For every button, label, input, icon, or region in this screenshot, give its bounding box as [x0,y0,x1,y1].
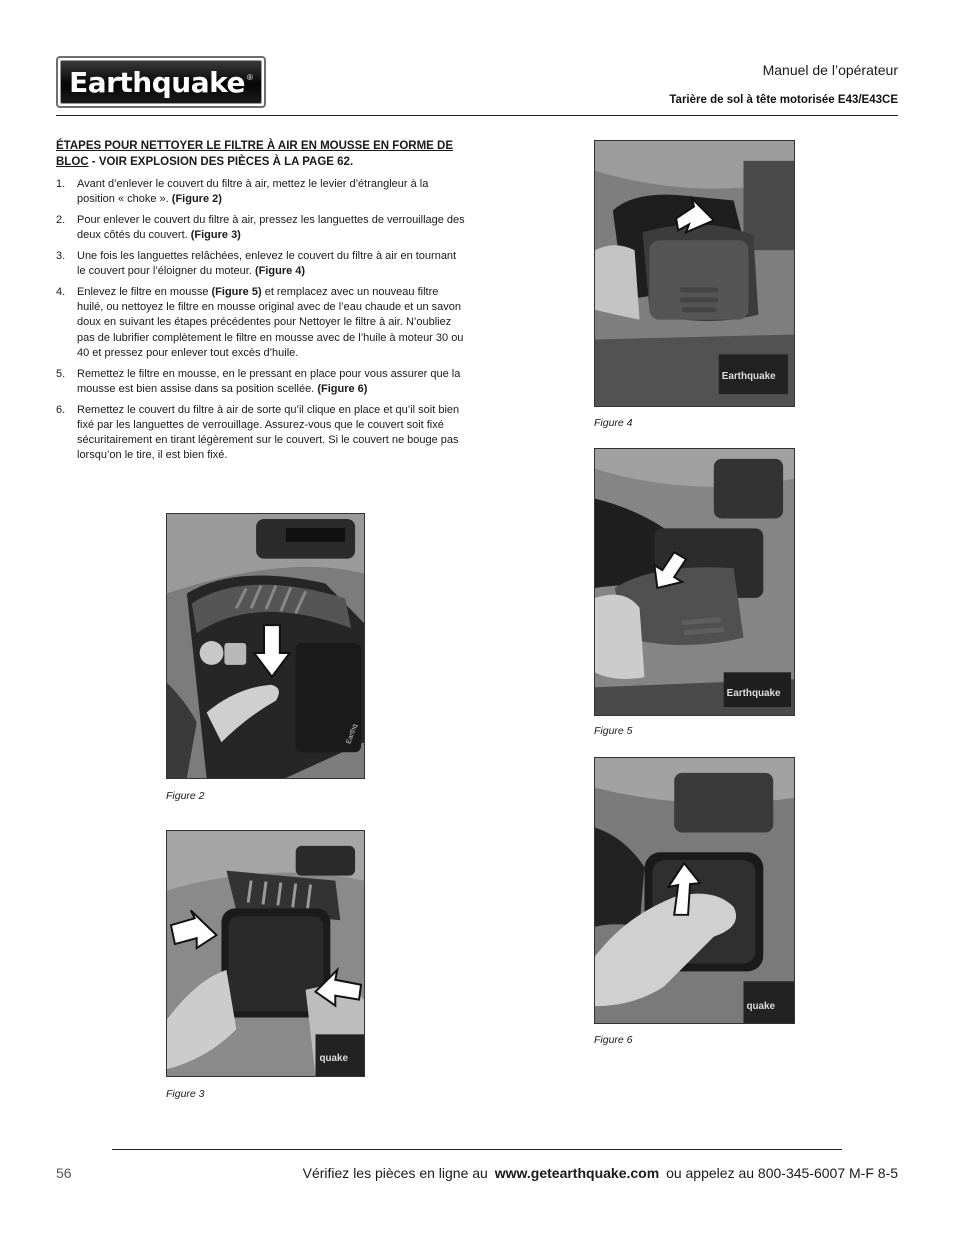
step-text: Enlevez le filtre en mousse [77,286,212,298]
header-divider [56,115,898,116]
brand-logo-text: Earthquake [69,65,245,99]
step-figure-ref: (Figure 4) [254,265,306,278]
step-number: 1. [56,178,66,190]
figure-3-photo [166,830,365,1077]
product-subtitle: Tarière de sol à tête motorisée E43/E43CE [669,94,898,106]
step-figure-ref: (Figure 2) [171,193,222,206]
footer-contact [303,1165,898,1181]
instruction-steps [56,177,466,469]
figure-3-caption: Figure 3 [166,1088,205,1100]
footer-divider [112,1149,842,1150]
figure-2-illustration [167,514,364,778]
figure-3-illustration [167,831,364,1076]
figure-4-brand-label: Earthquake [721,371,776,383]
step-item [56,367,466,397]
step-figure-ref: (Figure 3) [190,229,241,242]
step-figure-ref: (Figure 6) [317,382,368,395]
step-figure-ref: (Figure 5) [211,286,262,298]
figure-6-brand-label: quake [746,1001,776,1013]
figure-6-illustration [595,758,794,1023]
figure-2-photo [166,513,365,779]
brand-logo-plate [60,60,262,104]
section-title-underlined: ÉTAPES POUR NETTOYER LE FILTRE À AIR EN MOUSSE EN FORME DE BLOC [56,140,453,168]
figure-4-caption: Figure 4 [594,417,633,429]
step-text-continued: et remplacez avec un nouveau filtre huilé, ou nettoyez le filtre en mousse original avec de l’eau chaude et un savon doux en suivant les étapes précédentes pour Nettoyer le filtre à air. N’oubliez pas de lubrifier complètement le filtre en mousse avec de l’huile à moteur 30 ou 40 et pressez pour enlever tout excès d’huile. [77,286,464,359]
figure-6-photo [594,757,795,1024]
step-number: 3. [56,250,66,262]
step-number: 4. [56,286,66,298]
step-text: Avant d’enlever le couvert du filtre à air, mettez le levier d’étrangleur à la position « choke ». [77,178,429,206]
step-item [56,249,466,279]
footer-text-before: Vérifiez les pièces en ligne au [302,1165,488,1181]
figure-6-caption: Figure 6 [594,1034,633,1046]
brand-logo [56,56,266,108]
footer-text-after: ou appelez au 800-345-6007 M-F 8-5 [666,1165,898,1181]
figure-2-caption: Figure 2 [166,790,205,802]
step-text: Une fois les languettes relâchées, enlevez le couvert du filtre à air en tournant le couvert pour l’éloigner du moteur. [77,250,457,278]
step-text: Remettez le filtre en mousse, en le pressant en place pour vous assurer que la mousse est bien assise dans sa position scellée. [77,367,461,395]
manual-title: Manuel de l’opérateur [762,62,898,78]
figure-4-illustration [595,141,794,406]
step-item [56,285,466,361]
figure-5-brand-label: Earthquake [726,688,781,700]
step-text: Pour enlever le couvert du filtre à air, pressez les languettes de verrouillage des deux côtés du couvert. [77,214,465,242]
figure-4-photo [594,140,795,407]
footer-website-link[interactable]: www.getearthquake.com [494,1165,660,1181]
figure-5-caption: Figure 5 [594,725,633,737]
figure-2-brand-label: Earthq [345,723,359,745]
step-number: 6. [56,403,66,416]
page-number: 56 [56,1165,72,1181]
step-item [56,213,466,243]
step-number: 5. [56,367,66,380]
step-number: 2. [56,214,66,226]
step-item [56,403,466,464]
step-item [56,177,466,207]
step-text: Remettez le couvert du filtre à air de sorte qu’il clique en place et qu’il soit bien fixé par les languettes de verrouillage. Assurez-vous que le couvert soit fixé sécuritairement en tirant légèrement sur le couvert. Si le couvert ne bouge pas lorsqu’on le tire, il est bien fixé. [77,403,460,462]
figure-5-illustration [595,449,794,715]
section-title [56,139,476,170]
figure-3-brand-label: quake [319,1053,349,1065]
registered-mark: ® [246,73,253,82]
section-title-rest: - VOIR EXPLOSION DES PIÈCES À LA PAGE 62. [88,155,354,168]
figure-5-photo [594,448,795,716]
